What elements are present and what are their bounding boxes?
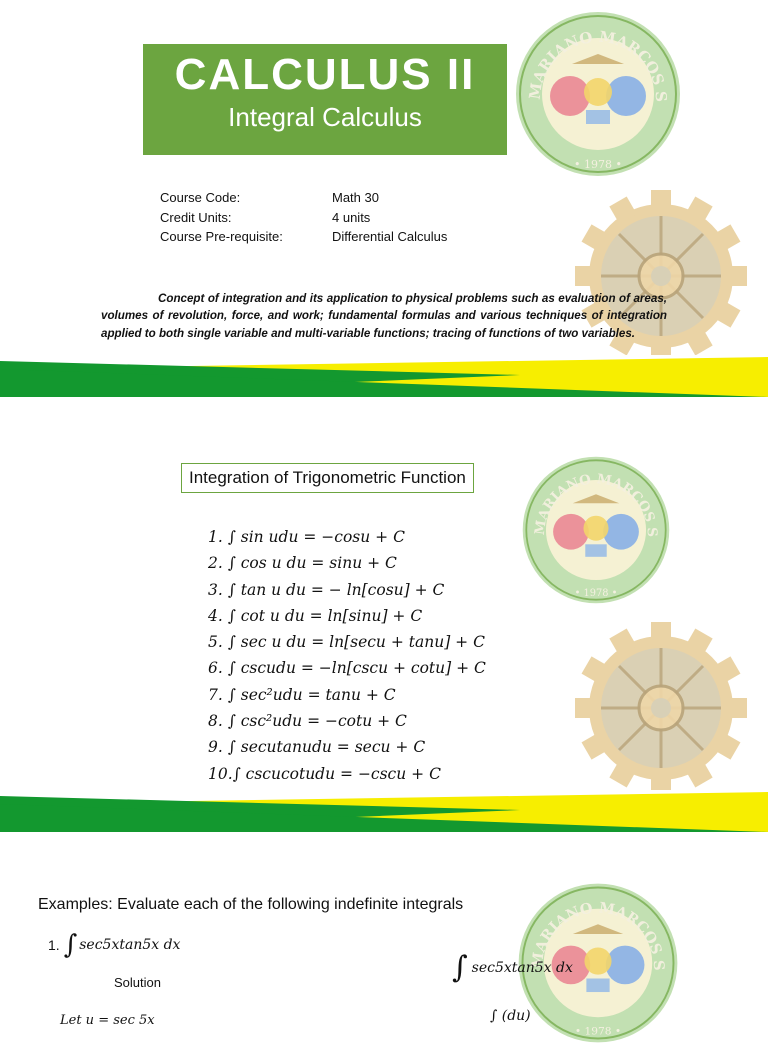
- course-title-box: [143, 44, 507, 155]
- formula-item: 5. ∫ sec u du = ln[secu + tanu] + C: [208, 633, 485, 652]
- formula-item: 1. ∫ sin udu = −cosu + C: [208, 528, 405, 546]
- slide-course-overview: [0, 0, 768, 400]
- solution-label: Solution: [114, 975, 161, 990]
- example-1: 1. ∫ sec5xtan5x dx: [48, 930, 181, 960]
- university-seal-logo: [512, 0, 684, 188]
- integrand: sec5xtan5x dx: [79, 937, 181, 953]
- formula-item: 9. ∫ secutanudu = secu + C: [208, 738, 426, 757]
- green-yellow-band-2: [0, 790, 768, 832]
- formula-item: 7. ∫ sec²udu = tanu + C: [208, 685, 396, 704]
- formula-item: 6. ∫ cscudu = −ln[cscu + cotu] + C: [208, 659, 486, 678]
- integral-sign: ∫: [63, 930, 78, 960]
- formula-item: 10.∫ cscucotudu = −cscu + C: [208, 764, 441, 783]
- formula-item: 3. ∫ tan u du = − ln[cosu] + C: [208, 580, 445, 599]
- university-seal-logo-2: [516, 446, 676, 614]
- integrand-2: sec5xtan5x dx: [471, 959, 573, 976]
- examples-title: Examples: Evaluate each of the following indefinite integrals: [38, 896, 464, 913]
- formula-item: 8. ∫ csc²udu = −cotu + C: [208, 712, 407, 731]
- course-title: CALCULUS II: [174, 50, 476, 99]
- engineering-gear-logo-2: [573, 620, 749, 796]
- substitution-line: Let u = sec 5x: [60, 1013, 155, 1028]
- course-subtitle: Integral Calculus: [228, 102, 422, 132]
- course-info: [160, 188, 447, 247]
- formula-item: 2. ∫ cos u du = sinu + C: [208, 554, 397, 573]
- formula-item: 4. ∫ cot u du = ln[sinu] + C: [208, 606, 423, 625]
- integral-sign-2: ∫: [452, 950, 468, 985]
- work-line: ∫ (du): [490, 1008, 531, 1024]
- green-yellow-band: [0, 355, 768, 397]
- example-1-work: [452, 950, 573, 985]
- formula-list: [208, 524, 486, 787]
- course-description: Concept of integration and its application to physical problems such as evaluation of areas, volumes of revolution, force, and work; fundamental formulas and various techniques of integration applied to both single variable and multi-variable functions; tracing of functions of two variables.: [101, 292, 667, 340]
- info-row-units: Credit Units: 4 units: [160, 209, 371, 225]
- section-title-trig: Integration of Trigonometric Function: [181, 463, 474, 493]
- info-row-prereq: Course Pre-requisite: Differential Calculus: [160, 229, 448, 244]
- info-row-code: Course Code: Math 30: [160, 190, 379, 205]
